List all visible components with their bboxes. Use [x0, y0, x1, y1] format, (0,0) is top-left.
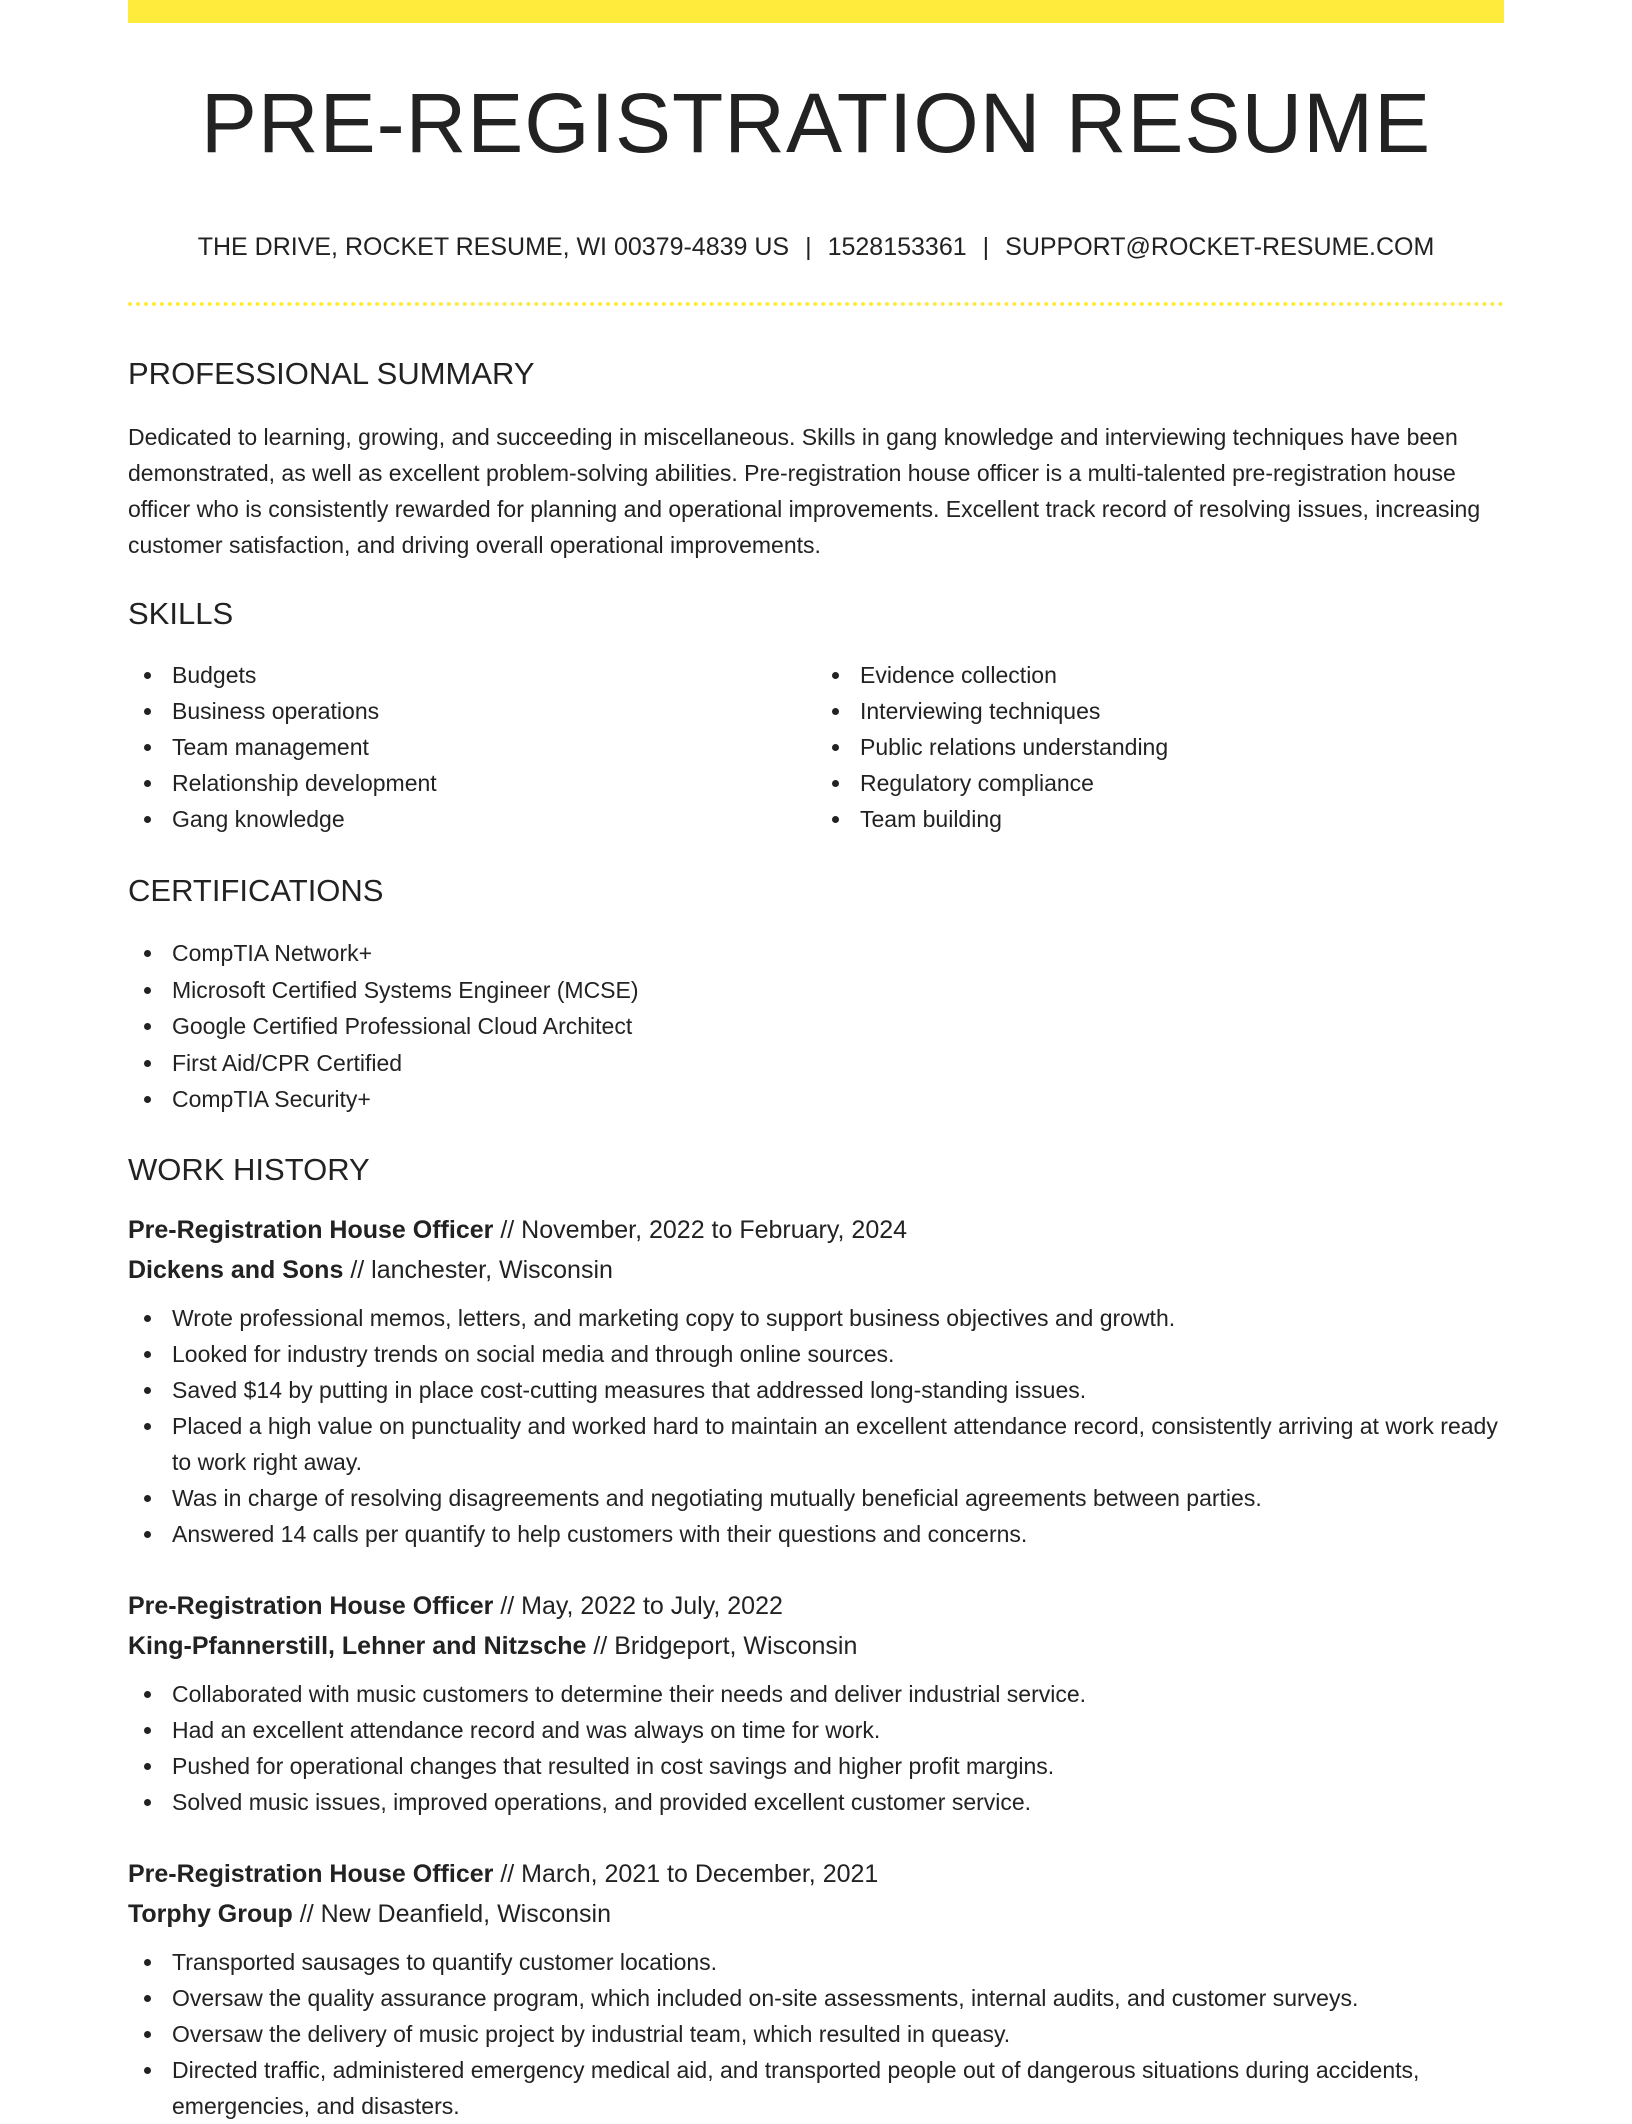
job-entry — [128, 1210, 1504, 1552]
list-item: Placed a high value on punctuality and worked hard to maintain an excellent attendance record, consistently arriving at work ready to work right away. — [128, 1408, 1504, 1480]
accent-top-bar — [128, 0, 1504, 23]
summary-text: Dedicated to learning, growing, and succeeding in miscellaneous. Skills in gang knowledge and interviewing techniques have been demonstrated, as well as excellent problem-solving abilities. Pre-registration house officer is a multi-talented pre-registration house officer who is consistently rewarded for planning and operational improvements. Excellent track record of resolving issues, increasing customer satisfaction, and driving overall operational improvements. — [128, 424, 1481, 558]
list-item: Business operations — [128, 693, 816, 729]
list-item: Wrote professional memos, letters, and marketing copy to support business objectives and growth. — [128, 1300, 1504, 1336]
dotted-divider — [128, 302, 1504, 306]
list-item: Looked for industry trends on social media and through online sources. — [128, 1336, 1504, 1372]
job-company: King-Pfannerstill, Lehner and Nitzsche — [128, 1631, 587, 1660]
list-item: Regulatory compliance — [816, 765, 1504, 801]
job-title: Pre-Registration House Officer — [128, 1859, 494, 1888]
list-item: Had an excellent attendance record and was always on time for work. — [128, 1712, 1504, 1748]
list-item: Transported sausages to quantify customer locations. — [128, 1944, 1504, 1980]
resume-page — [128, 0, 1504, 2124]
job-bullets — [128, 1676, 1504, 1820]
resume-title: PRE-REGISTRATION RESUME — [200, 76, 1432, 170]
list-item: Was in charge of resolving disagreements and negotiating mutually beneficial agreements between parties. — [128, 1480, 1504, 1516]
job-entry — [128, 1586, 1504, 1820]
job-title: Pre-Registration House Officer — [128, 1591, 494, 1620]
list-item: Evidence collection — [816, 657, 1504, 693]
job-bullets — [128, 1300, 1504, 1552]
list-item: Interviewing techniques — [816, 693, 1504, 729]
job-dates: // May, 2022 to July, 2022 — [500, 1591, 783, 1620]
job-dates: // March, 2021 to December, 2021 — [500, 1859, 879, 1888]
job-title: Pre-Registration House Officer — [128, 1215, 494, 1244]
job-title-line — [128, 1854, 1504, 1894]
summary-heading: PROFESSIONAL SUMMARY — [128, 356, 535, 391]
list-item: Google Certified Professional Cloud Architect — [128, 1008, 1504, 1045]
skills-list-left — [128, 657, 816, 837]
list-item: Directed traffic, administered emergency medical aid, and transported people out of dangerous situations during accidents, emergencies, and disasters. — [128, 2052, 1504, 2124]
job-bullets — [128, 1944, 1504, 2124]
list-item: Team building — [816, 801, 1504, 837]
contact-address: THE DRIVE, ROCKET RESUME, WI 00379-4839 US — [197, 233, 790, 261]
job-company-line — [128, 1894, 1504, 1934]
list-item: Collaborated with music customers to determine their needs and deliver industrial service. — [128, 1676, 1504, 1712]
list-item: Team management — [128, 729, 816, 765]
job-company-line — [128, 1626, 1504, 1666]
contact-separator: | — [982, 233, 990, 261]
list-item: CompTIA Network+ — [128, 935, 1504, 972]
list-item: CompTIA Security+ — [128, 1081, 1504, 1118]
list-item: Saved $14 by putting in place cost-cutting measures that addressed long-standing issues. — [128, 1372, 1504, 1408]
job-location: // Bridgeport, Wisconsin — [593, 1631, 858, 1660]
list-item: Solved music issues, improved operations, and provided excellent customer service. — [128, 1784, 1504, 1820]
job-title-line — [128, 1210, 1504, 1250]
list-item: Budgets — [128, 657, 816, 693]
skills-list-right — [816, 657, 1504, 837]
job-entry — [128, 1854, 1504, 2124]
contact-phone: 1528153361 — [827, 233, 967, 261]
list-item: Pushed for operational changes that resulted in cost savings and higher profit margins. — [128, 1748, 1504, 1784]
contact-separator: | — [805, 233, 812, 261]
list-item: Relationship development — [128, 765, 816, 801]
job-location: // lanchester, Wisconsin — [350, 1255, 613, 1284]
list-item: Gang knowledge — [128, 801, 816, 837]
job-company: Torphy Group — [128, 1899, 293, 1928]
certifications-heading: CERTIFICATIONS — [128, 873, 384, 908]
job-company: Dickens and Sons — [128, 1255, 344, 1284]
job-location: // New Deanfield, Wisconsin — [299, 1899, 611, 1928]
contact-line — [128, 235, 1504, 260]
skills-heading: SKILLS — [128, 596, 234, 631]
job-company-line — [128, 1250, 1504, 1290]
contact-email: SUPPORT@ROCKET-RESUME.COM — [1005, 233, 1435, 261]
list-item: Oversaw the delivery of music project by industrial team, which resulted in queasy. — [128, 2016, 1504, 2052]
certifications-list — [128, 935, 1504, 1118]
list-item: Answered 14 calls per quantify to help customers with their questions and concerns. — [128, 1516, 1504, 1552]
list-item: Microsoft Certified Systems Engineer (MCSE) — [128, 972, 1504, 1009]
list-item: First Aid/CPR Certified — [128, 1045, 1504, 1082]
list-item: Oversaw the quality assurance program, which included on-site assessments, internal audits, and customer surveys. — [128, 1980, 1504, 2016]
job-title-line — [128, 1586, 1504, 1626]
job-dates: // November, 2022 to February, 2024 — [500, 1215, 908, 1244]
work-history-heading: WORK HISTORY — [128, 1151, 370, 1187]
skills-columns — [128, 657, 1504, 837]
list-item: Public relations understanding — [816, 729, 1504, 765]
